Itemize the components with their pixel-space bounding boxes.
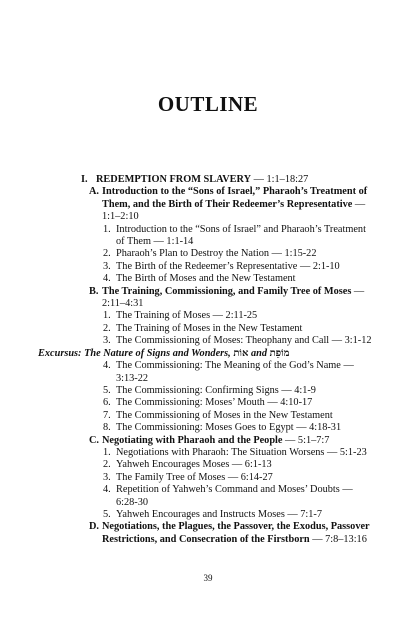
item-number: 2.: [103, 459, 111, 471]
list-item: [103, 446, 376, 459]
list-item: [103, 471, 376, 484]
list-item: [103, 459, 376, 471]
item-number: 4.: [103, 484, 111, 496]
item-number: 7.: [103, 409, 111, 421]
section-reference: — 1:1–2:10: [102, 198, 366, 223]
item-text: The Commissioning: The Meaning of the God’s Name — 3:13-22: [116, 360, 354, 384]
list-item: [103, 484, 376, 509]
item-text: The Commissioning: Confirming Signs — 4:1-9: [116, 384, 316, 396]
part-number: I.: [81, 174, 88, 185]
section-letter: B.: [89, 285, 99, 297]
item-text: The Birth of Moses and the New Testament: [116, 273, 296, 285]
outline: [0, 174, 416, 546]
part-reference: — 1:1–18:27: [251, 174, 309, 185]
excursus-heading: [38, 348, 406, 360]
excursus-conjunction: and: [248, 347, 270, 359]
item-text: The Commissioning: Moses Goes to Egypt — 4:18-31: [116, 422, 342, 434]
list-item: [103, 384, 376, 397]
hebrew-word-mopheth: מוֹפֵת: [269, 347, 290, 359]
section-c: [89, 434, 376, 447]
list-item: [103, 223, 376, 249]
item-number: 1.: [103, 446, 111, 458]
section-letter: C.: [89, 434, 100, 446]
outline-part-1: [81, 174, 376, 186]
item-number: 2.: [103, 322, 111, 334]
part-title: REDEMPTION FROM SLAVERY: [96, 174, 252, 185]
section-title: The Training, Commissioning, and Family Tree of Moses: [102, 285, 352, 297]
list-item: [103, 310, 376, 322]
item-text: The Commissioning: Moses’ Mouth — 4:10-17: [116, 397, 313, 409]
list-item: [103, 335, 376, 347]
page-number: 39: [203, 573, 213, 583]
section-title: Introduction to the “Sons of Israel,” Pharaoh’s Treatment of Them, and the Birth of Their Redeemer’s Representative: [102, 186, 368, 210]
list-item: [103, 260, 376, 273]
list-item: [103, 360, 376, 385]
list-item: [103, 248, 376, 260]
item-number: 6.: [103, 397, 111, 409]
section-letter: D.: [89, 521, 100, 533]
item-number: 3.: [103, 260, 111, 272]
section-b: [89, 285, 376, 311]
item-number: 8.: [103, 422, 111, 434]
section-reference: — 2:11–4:31: [102, 285, 365, 310]
section-a: [89, 186, 376, 223]
item-text: The Birth of the Redeemer’s Representative — 2:1-10: [116, 260, 340, 272]
item-text: Introduction to the “Sons of Israel” and Pharaoh’s Treatment of Them — 1:1-14: [116, 223, 366, 248]
section-d: [89, 521, 376, 546]
item-text: Repetition of Yahweh’s Command and Moses’ Doubts — 6:28-30: [116, 484, 353, 508]
item-text: Pharaoh’s Plan to Destroy the Nation — 1:15-22: [116, 248, 317, 260]
section-title: Negotiations, the Plagues, the Passover, the Exodus, Passover Restrictions, and Consecration of the Firstborn: [102, 521, 370, 545]
hebrew-word-oth: אוֹת: [233, 347, 249, 359]
item-text: The Family Tree of Moses — 6:14-27: [116, 471, 273, 483]
item-text: Negotiations with Pharaoh: The Situation Worsens — 5:1-23: [116, 446, 367, 458]
excursus-text: Excursus: The Nature of Signs and Wonders,: [38, 347, 234, 359]
item-number: 5.: [103, 508, 111, 520]
list-item: [103, 508, 376, 521]
item-text: Yahweh Encourages Moses — 6:1-13: [116, 459, 272, 471]
item-text: The Commissioning of Moses: Theophany and Call — 3:1-12: [116, 335, 372, 347]
item-number: 4.: [103, 360, 111, 372]
list-item: [103, 422, 376, 434]
section-reference: — 7:8–13:16: [309, 533, 367, 545]
item-number: 2.: [103, 248, 111, 260]
item-text: Yahweh Encourages and Instructs Moses — 7:1-7: [116, 508, 323, 520]
page-title: OUTLINE: [157, 92, 259, 116]
item-text: The Commissioning of Moses in the New Testament: [116, 409, 333, 421]
item-number: 3.: [103, 335, 111, 347]
section-reference: — 5:1–7:7: [282, 434, 330, 446]
list-item: [103, 409, 376, 422]
item-number: 5.: [103, 384, 111, 396]
item-number: 3.: [103, 471, 111, 483]
item-number: 1.: [103, 223, 111, 235]
section-letter: A.: [89, 186, 100, 198]
item-text: The Training of Moses in the New Testament: [116, 322, 303, 334]
list-item: [103, 397, 376, 409]
list-item: [103, 273, 376, 285]
item-text: The Training of Moses — 2:11-25: [116, 310, 258, 322]
item-number: 1.: [103, 310, 111, 322]
section-title: Negotiating with Pharaoh and the People: [102, 434, 283, 446]
item-number: 4.: [103, 273, 111, 285]
list-item: [103, 322, 376, 335]
